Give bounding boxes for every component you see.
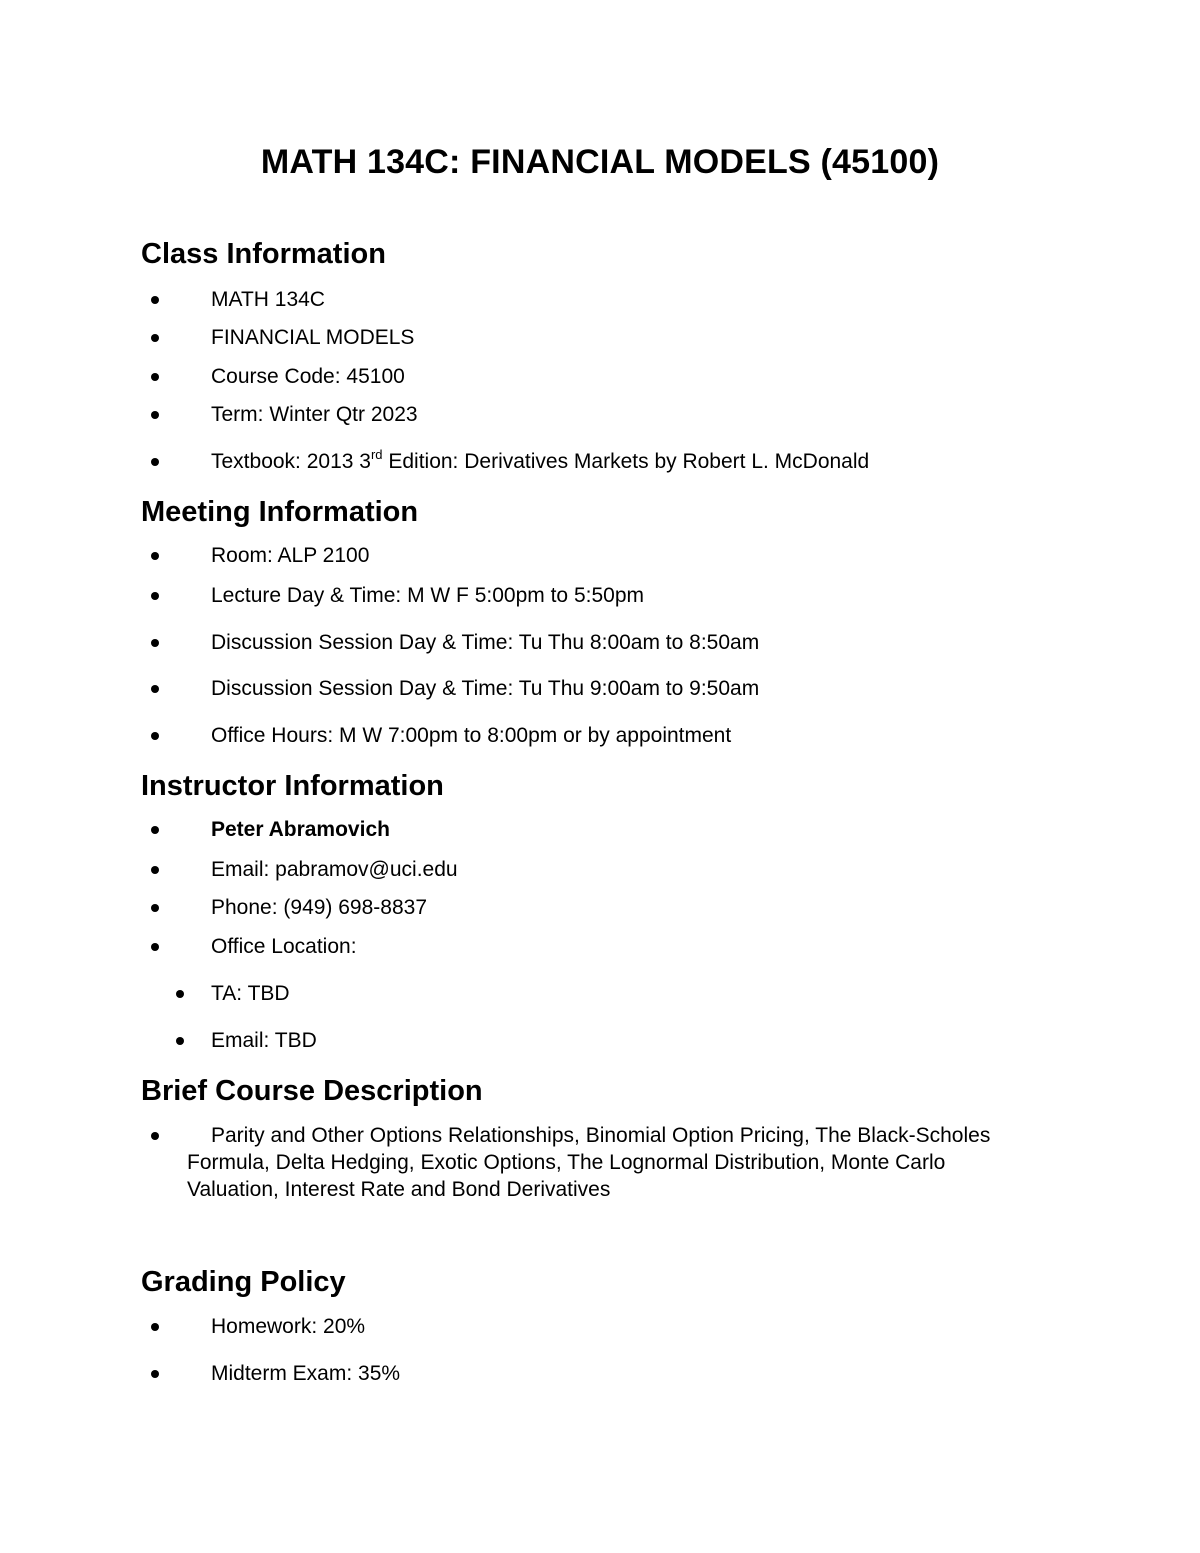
course-code: Course Code: 45100 [211,365,405,388]
grading-policy-heading: Grading Policy [141,1266,346,1298]
list-item [0,400,1200,430]
bullet-icon [151,1323,159,1331]
instructor-email: Email: pabramov@uci.edu [211,858,458,881]
list-item [0,815,1200,845]
bullet-icon [151,296,159,304]
bullet-icon [151,552,159,560]
list-item [0,855,1200,885]
bullet-icon [151,732,159,740]
ta-email: Email: TBD [211,1029,317,1052]
list-item [0,447,1200,477]
page-title: MATH 134C: FINANCIAL MODELS (45100) [260,143,940,181]
bullet-icon [151,826,159,834]
list-item [0,362,1200,392]
course-name: FINANCIAL MODELS [211,326,415,349]
textbook-info [211,447,869,477]
instructor-phone: Phone: (949) 698-8837 [211,896,427,919]
bullet-icon [176,1037,184,1045]
list-item [0,581,1200,611]
list-item [0,1026,1200,1056]
bullet-icon [151,373,159,381]
grading-homework: Homework: 20% [211,1315,366,1338]
course-description-heading: Brief Course Description [141,1075,483,1107]
list-item [0,979,1200,1009]
bullet-icon [151,866,159,874]
bullet-icon [151,639,159,647]
list-item [0,1359,1200,1389]
list-item [0,285,1200,315]
lecture-time: Lecture Day & Time: M W F 5:00pm to 5:50pm [211,584,644,607]
bullet-icon [151,943,159,951]
course-term: Term: Winter Qtr 2023 [211,403,418,426]
list-item [0,721,1200,751]
textbook-superscript: rd [370,447,383,462]
list-item [0,893,1200,923]
bullet-icon [151,334,159,342]
textbook-suffix: Edition: Derivatives Markets by Robert L. McDonald [382,450,870,473]
bullet-icon [151,592,159,600]
bullet-icon [151,411,159,419]
bullet-icon [151,458,159,466]
bullet-icon [151,1132,159,1140]
discussion-time-2: Discussion Session Day & Time: Tu Thu 9:00am to 9:50am [211,677,760,700]
list-item [0,323,1200,353]
bullet-icon [151,685,159,693]
course-description-text: Parity and Other Options Relationships, Binomial Option Pricing, The Black-Scholes Formula, Delta Hedging, Exotic Options, The Lognormal Distribution, Monte Carlo Valuation, Interest Rate and Bond Derivatives [187,1124,991,1201]
list-item [0,628,1200,658]
instructor-info-heading: Instructor Information [141,770,444,802]
office-hours: Office Hours: M W 7:00pm to 8:00pm or by appointment [211,724,732,747]
grading-midterm: Midterm Exam: 35% [211,1362,401,1385]
meeting-info-heading: Meeting Information [141,496,419,528]
list-item [0,932,1200,962]
list-item [0,541,1200,571]
instructor-name: Peter Abramovich [211,818,390,841]
office-location: Office Location: [211,935,357,958]
course-number: MATH 134C [211,288,325,311]
ta-name: TA: TBD [211,982,290,1005]
class-info-heading: Class Information [141,238,386,270]
textbook-prefix: Textbook: 2013 3 [211,450,371,473]
list-item [0,674,1200,704]
discussion-time-1: Discussion Session Day & Time: Tu Thu 8:00am to 8:50am [211,631,760,654]
bullet-icon [176,990,184,998]
meeting-room: Room: ALP 2100 [211,544,370,567]
bullet-icon [151,1370,159,1378]
bullet-icon [151,904,159,912]
list-item [0,1312,1200,1342]
